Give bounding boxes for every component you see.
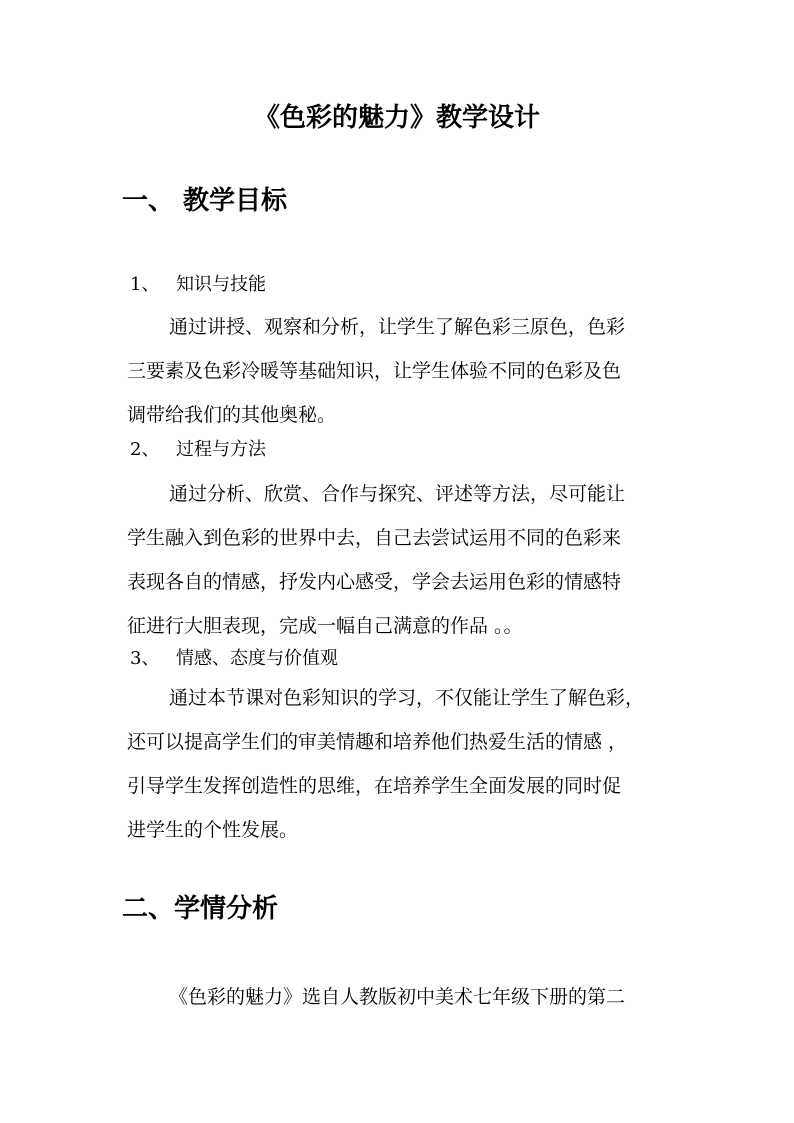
document-title: 《色彩的魅力》教学设计 xyxy=(253,103,540,133)
paragraph-line: 进学生的个性发展。 xyxy=(127,819,299,841)
subsection-title: 知识与技能 xyxy=(176,274,266,295)
paragraph-line: 引导学生发挥创造性的思维，在培养学生全面发展的同时促 xyxy=(127,775,622,797)
section-heading-learner-analysis: 二、学情分析 xyxy=(122,894,279,924)
paragraph-line: 三要素及色彩冷暖等基础知识，让学生体验不同的色彩及色 xyxy=(127,360,622,382)
paragraph-line: 学生融入到色彩的世界中去，自己去尝试运用不同的色彩来 xyxy=(127,527,622,549)
subsection-number: 2、 xyxy=(130,439,160,460)
subsection-heading-process-methods xyxy=(130,435,266,465)
paragraph-line: 还可以提高学生们的审美情趣和培养他们热爱生活的情感 ， xyxy=(127,731,628,753)
paragraph-line: 通过分析、欣赏、合作与探究、评述等方法，尽可能让 xyxy=(169,483,626,505)
paragraph-line: 通过本节课对色彩知识的学习，不仅能让学生了解色彩， xyxy=(169,687,645,709)
paragraph-learner-analysis xyxy=(127,975,687,1019)
paragraph-line: 通过讲授、观察和分析，让学生了解色彩三原色，色彩 xyxy=(169,316,626,338)
subsection-number: 3、 xyxy=(130,648,160,669)
paragraph-process-methods xyxy=(127,472,687,648)
paragraph-line: 征进行大胆表现，完成一幅自己满意的作品 。。 xyxy=(127,615,523,637)
subsection-heading-emotion-attitude-values xyxy=(130,644,338,674)
subsection-title: 过程与方法 xyxy=(176,439,266,460)
paragraph-line: 调带给我们的其他奥秘。 xyxy=(127,404,337,426)
paragraph-emotion-attitude-values xyxy=(127,676,687,852)
paragraph-line: 表现各自的情感，抒发内心感受，学会去运用色彩的情感特 xyxy=(127,571,622,593)
section-heading-teaching-goals: 一、 教学目标 xyxy=(122,186,288,216)
subsection-number: 1、 xyxy=(130,274,160,295)
subsection-heading-knowledge-skills xyxy=(130,270,266,300)
paragraph-line: 《色彩的魅力》选自人教版初中美术七年级下册的第二 xyxy=(169,986,626,1008)
subsection-title: 情感、态度与价值观 xyxy=(176,648,338,669)
paragraph-knowledge-skills xyxy=(127,305,687,437)
